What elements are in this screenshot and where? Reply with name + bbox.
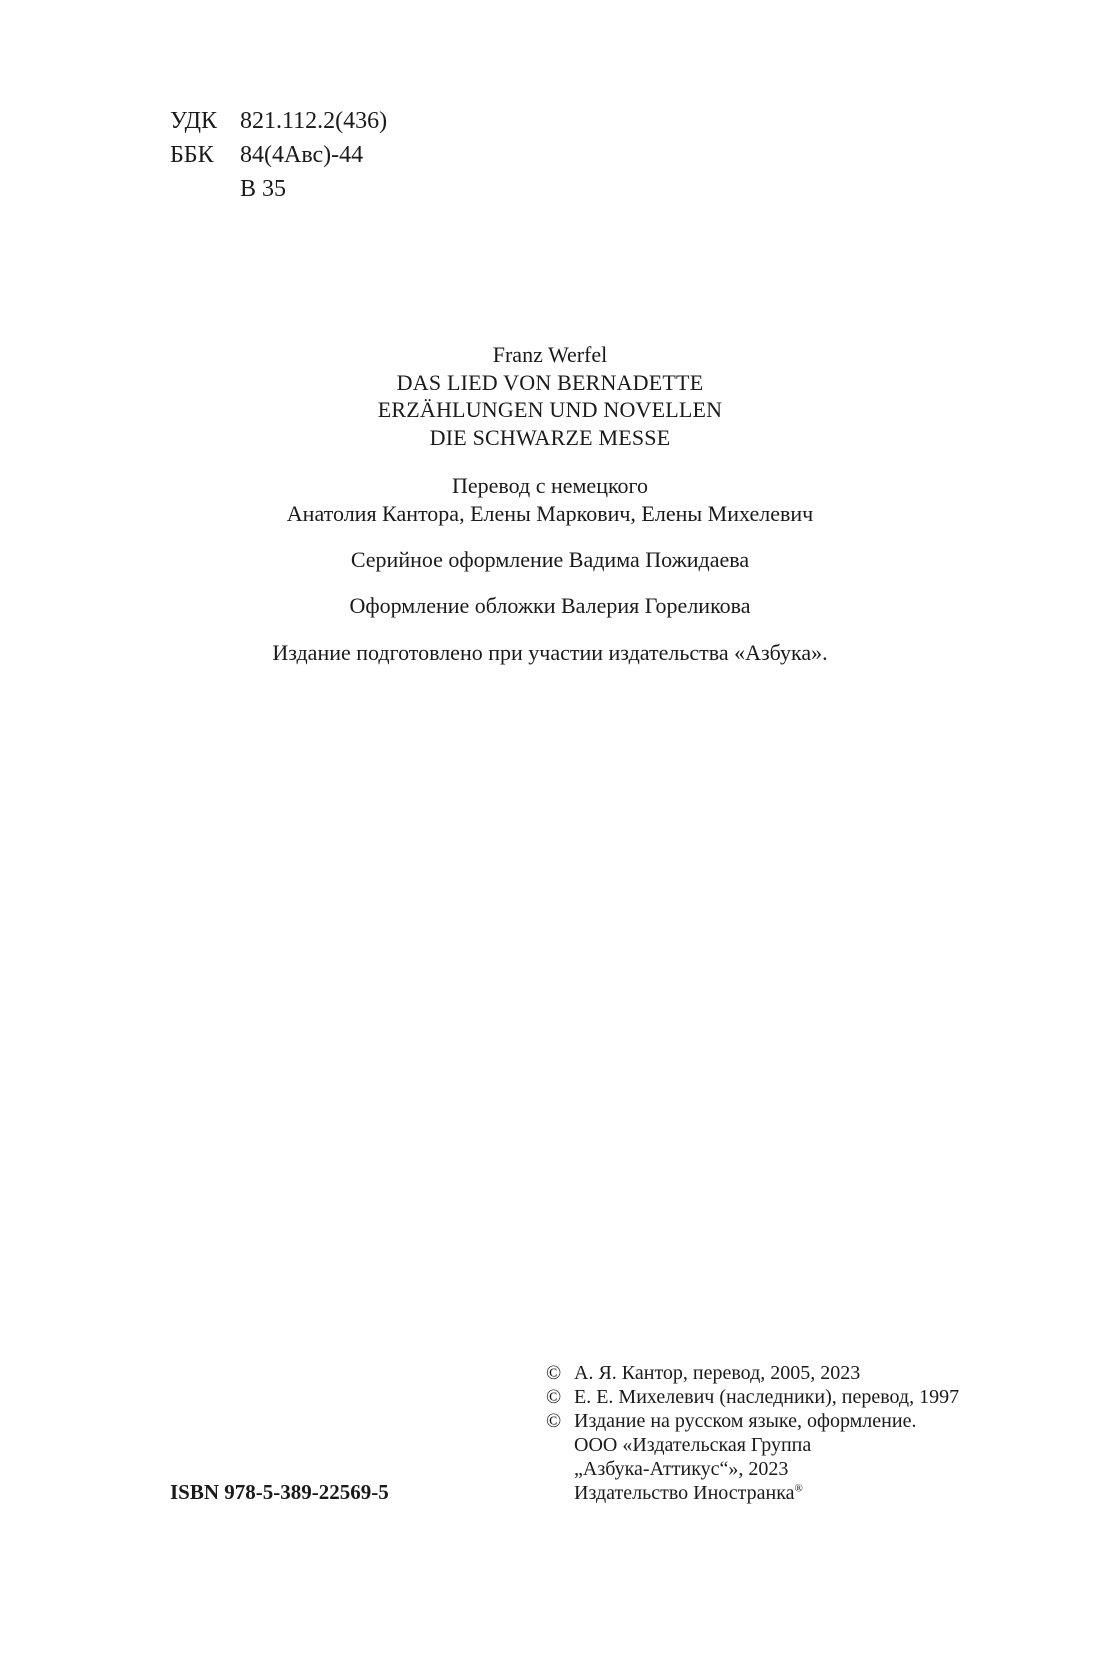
translation-line-2: Анатолия Кантора, Елены Маркович, Елены Михелевич — [286, 500, 814, 526]
translation-block — [0, 472, 1100, 527]
copyright-row-2 — [546, 1385, 959, 1409]
bbk-value: 84(4Авс)-44 — [240, 142, 364, 168]
copyright-line-2: Е. Е. Михелевич (наследники), перевод, 1997 — [574, 1386, 960, 1408]
copyright-symbol: © — [546, 1386, 562, 1408]
udk-row — [170, 104, 387, 138]
original-author: Franz Werfel — [492, 342, 608, 367]
copyright-symbol: © — [546, 1362, 562, 1384]
udk-value: 821.112.2(436) — [240, 108, 388, 134]
copyright-line-5: „Азбука-Аттикус“», 2023 — [574, 1458, 789, 1480]
copyright-line-3: Издание на русском языке, оформление. — [574, 1410, 917, 1432]
cover-design-credit: Оформление обложки Валерия Гореликова — [349, 593, 751, 618]
copyright-block — [546, 1361, 959, 1505]
copyright-symbol: © — [546, 1410, 562, 1432]
copyright-line-4: ООО «Издательская Группа — [574, 1434, 812, 1456]
isbn: ISBN 978-5-389-22569-5 — [170, 1480, 389, 1504]
prepared-note: Издание подготовлено при участии издательства «Азбука». — [272, 640, 828, 665]
udk-label: УДК — [170, 108, 217, 134]
original-title-3: DIE SCHWARZE MESSE — [429, 424, 671, 450]
publisher-name: Издательство Иностранка — [574, 1482, 795, 1504]
translation-line-1: Перевод с немецкого — [451, 473, 649, 498]
bbk-label: ББК — [170, 142, 214, 168]
original-edition-block — [0, 341, 1100, 451]
bbk-row — [170, 138, 387, 172]
series-design-credit: Серийное оформление Вадима Пожидаева — [350, 547, 750, 572]
classification-block — [170, 104, 387, 206]
copyright-line-1: А. Я. Кантор, перевод, 2005, 2023 — [574, 1362, 861, 1384]
registered-mark: ® — [794, 1482, 803, 1495]
original-title-1: DAS LIED VON BERNADETTE — [396, 369, 704, 395]
copyright-row-1 — [546, 1361, 959, 1385]
copyright-line-6 — [546, 1481, 959, 1505]
author-sign: В 35 — [240, 176, 287, 202]
original-title-2: ERZÄHLUNGEN UND NOVELLEN — [377, 397, 723, 422]
copyright-row-3 — [546, 1409, 959, 1433]
